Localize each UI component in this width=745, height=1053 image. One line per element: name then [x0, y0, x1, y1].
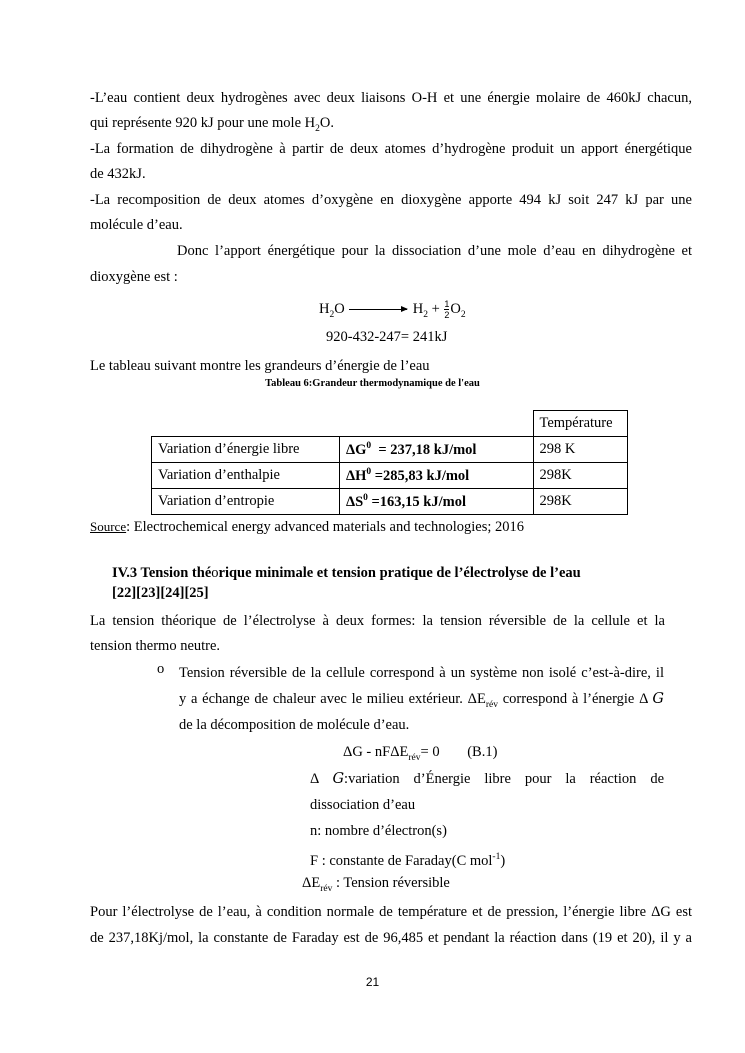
equation-b1: ΔG - nFΔE$_{rév}$= 0 (B.1) — [343, 744, 498, 763]
table-row — [152, 489, 628, 515]
paragraph-1-line-1: -L’eau contient deux hydrogènes avec deux liaisons O-H et une énergie molaire de 460kJ chacun, — [90, 90, 692, 106]
table-source: Source: Electrochemical energy advanced materials and technologies; 2016 — [90, 519, 525, 535]
paragraph-3-line-1: -La recomposition de deux atomes d’oxygène en dioxygène apporte 494 kJ soit 247 kJ par une — [90, 192, 692, 208]
bullet-line-3: de la décomposition de molécule d’eau. — [179, 717, 410, 733]
equation-label: (B.1) — [467, 744, 498, 760]
paragraph-4-line-1: Donc l’apport énergétique pour la dissociation d’une mole d’eau en dihydrogène et — [177, 243, 692, 259]
reaction-arrow-icon — [349, 309, 407, 310]
table-intro: Le tableau suivant montre les grandeurs d’énergie de l’eau — [90, 358, 430, 374]
paragraph-3-line-2: molécule d’eau. — [90, 217, 183, 233]
row-label: Variation d’entropie — [152, 489, 340, 515]
row-value: $\Delta S^0 =163,15$ kJ/mol — [340, 489, 534, 515]
row-temperature: 298 K — [533, 437, 627, 463]
definition-delta-g: Δ G:variation d’Énergie libre pour la réaction de — [310, 771, 664, 787]
paragraph-1-line-2: qui représente 920 kJ pour une mole $H_2O$. — [90, 115, 334, 134]
definition-delta-g-cont: dissociation d’eau — [310, 797, 416, 813]
energy-calculation: 920-432-247= 241kJ — [326, 329, 448, 345]
bullet-icon: o — [157, 661, 165, 677]
final-paragraph-line-2: de 237,18Kj/mol, la constante de Faraday est de 96,485 et pendant la réaction dans (19 et 20), il y a — [90, 930, 692, 946]
definition-n: n: nombre d’électron(s) — [310, 823, 447, 839]
paragraph-2-line-2: de 432kJ. — [90, 166, 146, 182]
row-value: $\Delta H^0 =285,83$ kJ/mol — [340, 463, 534, 489]
paragraph-4-line-2: dioxygène est : — [90, 269, 178, 285]
section-heading: IV.3 Tension théorique minimale et tension pratique de l’électrolyse de l’eau [22][23][24][25] — [112, 565, 581, 601]
bullet-line-2: y a échange de chaleur avec le milieu extérieur. $\Delta E_{rév}$ correspond à l’énergie Δ G — [179, 691, 664, 710]
row-value: $\Delta G^0 = 237,18$ kJ/mol — [340, 437, 534, 463]
row-temperature: 298K — [533, 489, 627, 515]
definition-faraday: F : constante de Faraday(C mol$^{-1}$) — [310, 852, 506, 869]
one-half-fraction: $\frac{1}{2}$ — [444, 299, 450, 321]
definition-erev: $\Delta E_{rév}$ : Tension réversible — [302, 875, 450, 894]
paragraph-2-line-1: -La formation de dihydrogène à partir de deux atomes d’hydrogène produit un apport énergétique — [90, 141, 692, 157]
page-number: 21 — [365, 975, 380, 989]
final-paragraph-line-1: Pour l’électrolyse de l’eau, à condition normale de température et de pression, l’énergie libre ΔG est — [90, 904, 692, 920]
row-temperature: 298K — [533, 463, 627, 489]
table-row — [152, 437, 628, 463]
row-label: Variation d’énergie libre — [152, 437, 340, 463]
thermodynamic-table — [151, 410, 628, 515]
bullet-line-1: Tension réversible de la cellule correspond à un système non isolé c’est-à-dire, il — [179, 665, 664, 681]
section-intro-line-2: tension thermo neutre. — [90, 638, 221, 654]
reaction-equation: $H_2O$ $H_2$ + $\frac{1}{2}$ $O_2$ — [319, 299, 466, 321]
table-header-row — [152, 411, 628, 437]
table-caption: Tableau 6:Grandeur thermodynamique de l'eau — [265, 378, 480, 389]
table-row — [152, 463, 628, 489]
temperature-header: Température — [533, 411, 627, 437]
row-label: Variation d’enthalpie — [152, 463, 340, 489]
section-intro-line-1: La tension théorique de l’électrolyse à deux formes: la tension réversible de la cellule et la — [90, 613, 665, 629]
